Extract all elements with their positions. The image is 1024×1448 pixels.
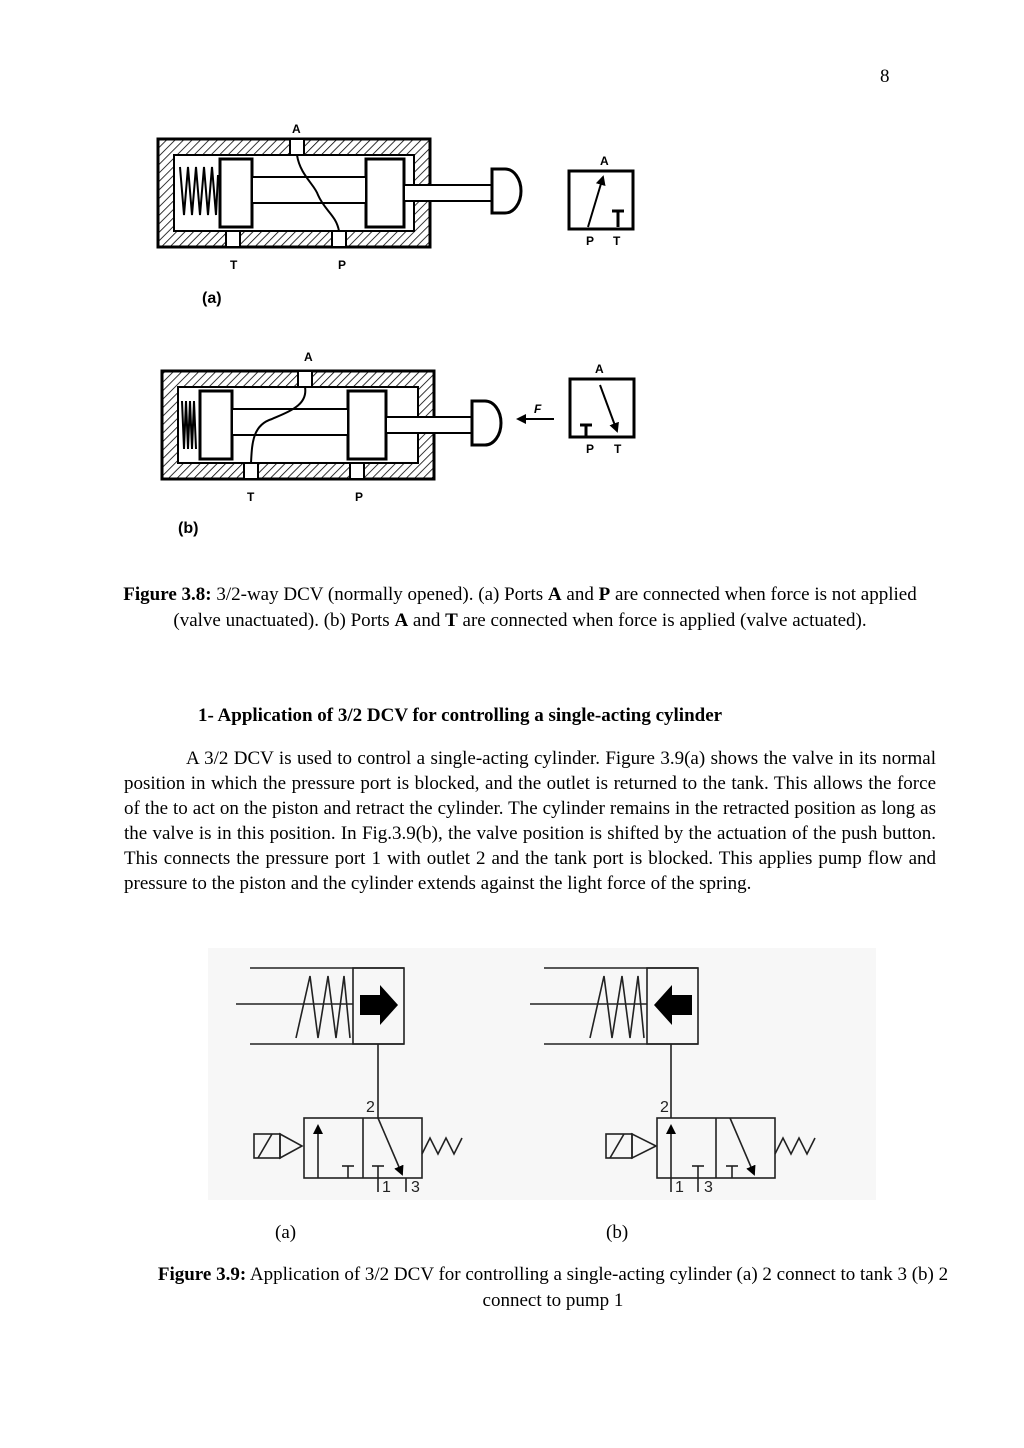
valve-symbol-a xyxy=(569,171,633,229)
figure-3-8a-diagram xyxy=(140,115,660,315)
port-p-label: P xyxy=(355,490,364,504)
caption-bold: T xyxy=(445,610,458,631)
body-text: A 3/2 DCV is used to control a single-acting cylinder. Figure 3.9(a) shows the valve in its normal position in which the pressure port is blocked, and the outlet is returned to the tank. This allows the force of the to act on the piston and retract the cylinder. The cylinder remains in the retracted position as long as the valve is in this position. In Fig.3.9(b), the valve position is shifted by the actuation of the push button. This connects the pressure port 1 with outlet 2 and the tank port is blocked. This applies pump flow and pressure to the piston and the cylinder extends against the light force of the spring. xyxy=(124,748,936,894)
port2-label-b: 2 xyxy=(660,1099,669,1116)
valve-symbol-b xyxy=(570,379,634,437)
page-number: 8 xyxy=(880,66,890,87)
figure-3-9-caption xyxy=(150,1262,956,1314)
sym-t-label: T xyxy=(614,442,622,456)
caption-label: Figure 3.9: xyxy=(157,1264,247,1285)
port-a-label: A xyxy=(304,350,313,364)
port-p-label: P xyxy=(338,258,347,272)
valve-body-a xyxy=(158,139,521,247)
section-heading: 1- Application of 3/2 DCV for controlling a single-acting cylinder xyxy=(198,705,723,726)
port3-label-b: 3 xyxy=(704,1179,713,1196)
caption-label: Figure 3.8: xyxy=(123,584,212,605)
caption-text: are connected when force is applied (valve actuated). xyxy=(457,610,867,631)
port1-label-b: 1 xyxy=(675,1179,684,1196)
sym-t-label: T xyxy=(613,234,621,248)
valve-body-b xyxy=(162,371,554,479)
figure-3-8-caption xyxy=(118,582,922,634)
caption-text: 3/2-way DCV (normally opened). (a) Ports xyxy=(211,584,548,605)
panel-b-label: (b) xyxy=(178,520,199,537)
sym-a-label: A xyxy=(600,154,609,168)
panel-a-label: (a) xyxy=(202,290,222,307)
caption-bold: A xyxy=(394,610,409,631)
caption-text: and xyxy=(408,610,446,631)
figure-3-9-diagram xyxy=(208,948,876,1200)
sym-p-label: P xyxy=(586,234,595,248)
caption-text: are connected when force is not applied (valve unactuated). (b) Ports xyxy=(173,584,917,631)
figure-3-9-label-b: (b) xyxy=(606,1222,629,1243)
sym-a-label: A xyxy=(595,362,604,376)
port-a-label: A xyxy=(292,122,301,136)
caption-bold: P xyxy=(598,584,611,605)
port1-label-a: 1 xyxy=(382,1179,391,1196)
figure-3-9-label-a: (a) xyxy=(275,1222,297,1243)
force-label: F xyxy=(534,402,542,416)
port3-label-a: 3 xyxy=(411,1179,420,1196)
caption-bold: A xyxy=(547,584,562,605)
figure-3-8b-diagram xyxy=(140,345,660,545)
sym-p-label: P xyxy=(586,442,595,456)
port-t-label: T xyxy=(230,258,238,272)
port-t-label: T xyxy=(247,490,255,504)
body-paragraph xyxy=(124,746,936,896)
port2-label-a: 2 xyxy=(366,1099,375,1116)
caption-text: and xyxy=(561,584,599,605)
caption-text: Application of 3/2 DCV for controlling a single-acting cylinder (a) 2 connect to tank 3 (b) 2 connect to pump 1 xyxy=(246,1264,949,1311)
